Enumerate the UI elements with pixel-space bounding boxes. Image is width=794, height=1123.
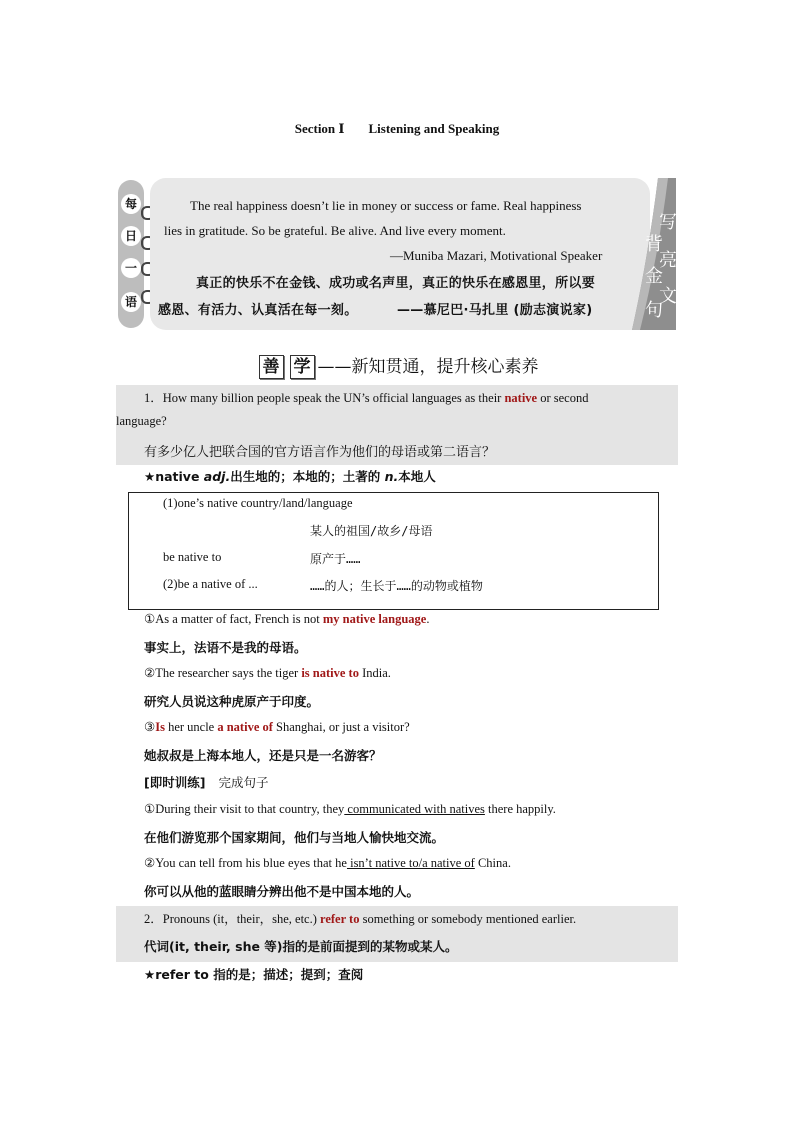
example-3-number: ③ [144,720,156,734]
item1-keyword: native [504,391,538,405]
phrase-2: be native to [163,550,222,564]
practice-2-answer: isn’t native to/a native of [346,856,475,870]
phrase-2-cn: 原产于…… [310,552,361,566]
example-3-cn: 她叔叔是上海本地人，还是只是一名游客？ [144,748,382,763]
tab-col2-char3: 文 [659,286,677,307]
example-3 [144,719,410,735]
tab-col1-char1: 背 [645,234,663,255]
practice-1-answer: communicated with natives [344,802,485,816]
item2-question-tail: something or somebody mentioned earlier. [359,912,577,926]
header-subtitle: ——新知贯通，提升核心素养 [317,357,539,377]
practice-1-text: ①During their visit to that country, they [144,802,345,816]
quote-attribution-cn: ——慕尼巴·马扎里 (励志演说家) [397,303,593,318]
example-2-tail: India. [358,666,391,680]
practice-2 [144,855,511,871]
example-2 [144,665,391,681]
tab-col2-char2: 亮 [659,250,677,271]
item1-question [144,388,588,406]
phrase-1-cn: 某人的祖国/故乡/母语 [310,524,433,538]
practice-1-cn: 在他们游览那个国家期间，他们与当地人愉快地交流。 [144,830,445,845]
practice-2-cn: 你可以从他的蓝眼睛分辨出他不是中国本地的人。 [144,884,420,899]
section-header [0,352,794,379]
tab-char-2: 日 [121,226,141,246]
quote-attribution-en: —Muniba Mazari, Motivational Speaker [390,248,603,263]
example-3-mid: her uncle [164,720,218,734]
practice-task: 完成句子 [218,775,269,790]
def-pos-adj: adj. [203,469,231,484]
example-1-text: ①As a matter of fact, French is not [144,612,323,626]
item2-keyword: refer to [320,912,360,926]
def-meaning-noun: 本地人 [398,469,436,484]
tab-char-3: 一 [121,258,141,278]
item1-definition [144,467,436,485]
example-3-tail: Shanghai, or just a visitor? [272,720,410,734]
example-1 [144,611,429,627]
practice-2-tail: China. [474,856,511,870]
section-name: Listening and Speaking [368,121,500,136]
example-2-keyword: is native to [301,666,359,680]
example-2-text: ②The researcher says the tiger [144,666,302,680]
tab-col1-char3: 句 [645,300,663,321]
def-word: ★native [144,469,204,484]
item1-question-tail: or second [537,391,589,405]
section-number: Section Ⅰ [294,121,345,136]
daily-quote-tab [118,180,144,328]
tab-char-1: 每 [121,194,141,214]
practice-label: [即时训练] [144,775,206,790]
phrase-3-cn: ……的人；生长于……的动物或植物 [310,579,483,593]
phrase-1: (1)one’s native country/land/language [163,496,353,510]
example-2-cn: 研究人员说这种虎原产于印度。 [144,694,320,709]
quote-en-line1: The real happiness doesn’t lie in money or success or fame. Real happiness [190,198,582,213]
item1-question-text: 1．How many billion people speak the UN’s official languages as their [144,391,505,405]
quote-cn-line2: 感恩、有活力、认真活在每一刻。 [158,303,358,318]
header-box-char1: 善 [259,355,284,379]
quote-en-line2: lies in gratitude. So be grateful. Be alive. And live every moment. [164,223,506,238]
def-pos-noun: n. [384,469,399,484]
tab-col1-char2: 金 [645,266,663,287]
def-meaning-adj: 出生地的；本地的；土著的 [230,469,385,484]
item1-question-cn: 有多少亿人把联合国的官方语言作为他们的母语或第二语言？ [144,445,496,460]
header-box-char2: 学 [290,355,315,379]
tab-col2-char1: 写 [659,212,677,233]
item1-question-line2: language? [116,414,167,428]
phrase-3: (2)be a native of ... [163,577,258,591]
tab-char-4: 语 [121,292,141,312]
practice-2-text: ②You can tell from his blue eyes that he [144,856,347,870]
practice-header [144,773,269,791]
example-1-tail: . [426,612,430,626]
item2-question-text: 2．Pronouns (it，their，she, etc.) [144,912,321,926]
example-3-keyword1: Is [155,720,165,734]
quote-cn-line1: 真正的快乐不在金钱、成功或名声里，真正的快乐在感恩里，所以要 [196,276,596,291]
practice-1 [144,801,556,817]
example-1-cn: 事实上，法语不是我的母语。 [144,640,307,655]
practice-1-tail: there happily. [484,802,556,816]
example-3-keyword2: a native of [217,720,273,734]
item2-definition: ★refer to 指的是；描述；提到；查阅 [144,967,364,982]
item2-question-cn: 代词(it, their, she 等)指的是前面提到的某物或某人。 [144,939,458,954]
page-title [0,121,794,137]
item2-question [144,909,576,927]
example-1-keyword: my native language [322,612,427,626]
